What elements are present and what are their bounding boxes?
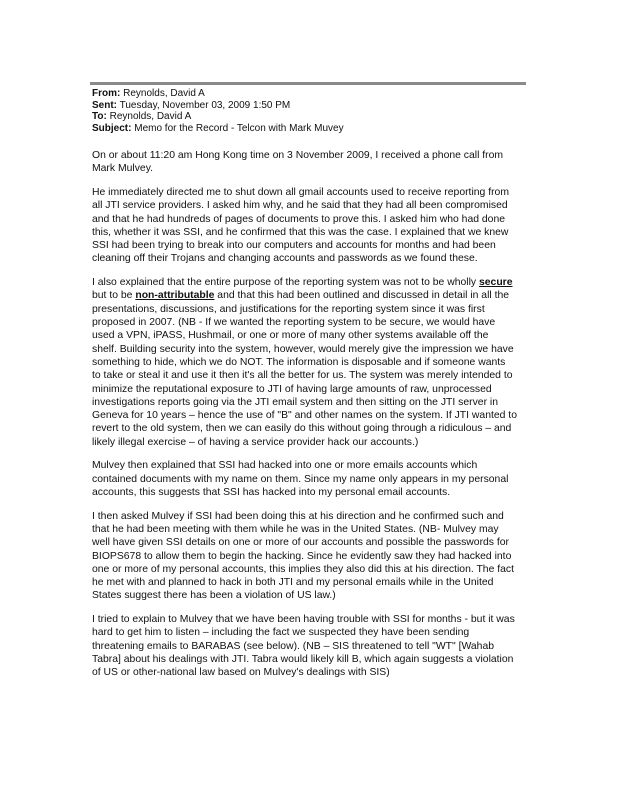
sent-value: Tuesday, November 03, 2009 1:50 PM bbox=[119, 99, 291, 111]
subject-label: Subject: bbox=[92, 122, 132, 134]
email-body bbox=[92, 149, 532, 690]
email-header bbox=[92, 88, 532, 134]
from-value: Reynolds, David A bbox=[123, 88, 205, 99]
paragraph-3 bbox=[92, 276, 532, 449]
header-divider bbox=[90, 82, 526, 85]
paragraph-3-part-c: and that this had been outlined and discussed in detail in all the presentations, discussions, and justifications for the reporting system since it was first proposed in 2007. (NB - If we wanted the reporting system to be secure, we would have used a VPN, iPASS, Hushmail, or one or more of many other systems available off the shelf. Building security into the system, however, would merely give the impression we have something to hide, which we do NOT. The information is disposable and if someone wants to take or steal it and use it then it's all the better for us. The system was merely intended to minimize the reputational exposure to JTI of having large amounts of raw, unprocessed investigations reports going via the JTI email system and then sitting on the JTI server in Geneva for 10 years – hence the use of "B" and other names on the system. If JTI wanted to revert to the old system, then we can easily do this without going through a ridiculous – and likely illegal exercise – of having a service provider hack our accounts.) bbox=[92, 290, 517, 448]
to-label: To: bbox=[92, 111, 107, 122]
paragraph-2: He immediately directed me to shut down all gmail accounts used to receive reporting from all JTI service providers. I asked him why, and he said that they had all been compromised and that he had hundreds of pages of documents to prove this. I asked him who had done this, whether it was SSI, and he confirmed that this was the case. I explained that we knew SSI had been trying to break into our computers and accounts for months and had been cleaning off their Trojans and changing accounts and passwords as we found these. bbox=[92, 186, 509, 265]
from-label: From: bbox=[92, 88, 121, 99]
secure-emphasis: secure bbox=[479, 277, 513, 289]
sent-label: Sent: bbox=[92, 99, 117, 111]
subject-value: Memo for the Record - Telcon with Mark Muvey bbox=[134, 122, 344, 134]
sent-line bbox=[92, 100, 532, 112]
paragraph-1: On or about 11:20 am Hong Kong time on 3 November 2009, I received a phone call from Mark Mulvey. bbox=[92, 150, 504, 175]
paragraph-3-part-a: I also explained that the entire purpose of the reporting system was not to be wholly bbox=[92, 277, 479, 289]
paragraph-4: Mulvey then explained that SSI had hacked into one or more emails accounts which contained documents with my name on them. Since my name only appears in my personal accounts, this suggests that SSI has hacked into my personal email accounts. bbox=[92, 460, 509, 498]
paragraph-3-part-b: but to be bbox=[92, 290, 133, 302]
non-attributable-emphasis: non-attributable bbox=[135, 290, 215, 302]
to-line bbox=[92, 111, 532, 123]
to-value: Reynolds, David A bbox=[109, 111, 192, 122]
subject-line bbox=[92, 123, 532, 135]
paragraph-6: I tried to explain to Mulvey that we have been having trouble with SSI for months - but it was hard to get him to listen – including the fact we suspected they have been sending threatening emails to BARABAS (see below). (NB – SIS threatened to tell "WT" [Wahab Tabra] about his dealings with JTI. Tabra would likely kill B, which again suggests a violation of US or other-national law based on Mulvey's dealings with SIS) bbox=[92, 614, 515, 679]
from-line bbox=[92, 88, 532, 100]
paragraph-5: I then asked Mulvey if SSI had been doing this at his direction and he confirmed such and that he had been meeting with them while he was in the United States. (NB- Mulvey may well have given SSI details on one or more of our accounts and possible the passwords for BIOPS678 to allow them to begin the hacking. Since he evidently saw they had hacked into one or more of my personal accounts, this implies they also did this at his direction. The fact he met with and planned to hack in both JTI and my personal emails while in the United States suggest there has been a violation of US law.) bbox=[92, 510, 514, 602]
